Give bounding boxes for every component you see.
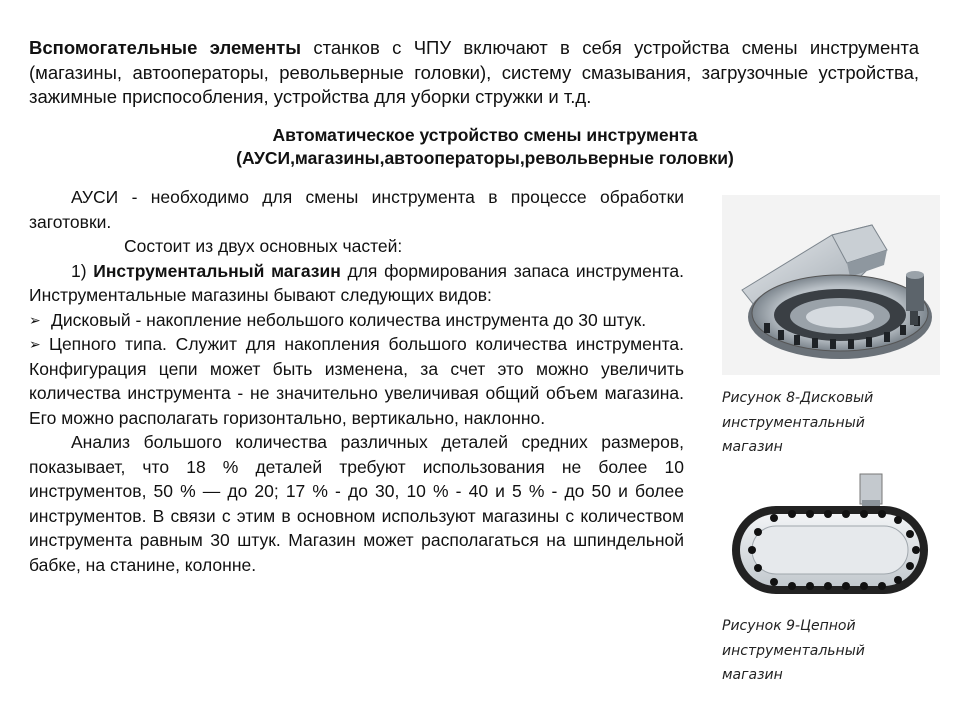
intro-text: станков с ЧПУ включают в себя устройства смены инструмента (магазины, автооператоры, револьверные головки), систему смазывания, загрузочные устройства, зажимные приспособления, устройства для уборки стружки и т.д. bbox=[29, 37, 919, 107]
bullet-disc bbox=[29, 308, 684, 333]
intro-paragraph bbox=[29, 36, 919, 110]
paragraph-parts: Состоит из двух основных частей: bbox=[124, 236, 403, 256]
caption-line: инструментальный bbox=[722, 414, 865, 431]
heading-line-1: Автоматическое устройство смены инструмента bbox=[272, 125, 698, 145]
magazine-term: Инструментальный магазин bbox=[93, 260, 341, 281]
paragraph-ausi: АУСИ - необходимо для смены инструмента в процессе обработки заготовки. bbox=[29, 187, 684, 232]
caption-line: инструментальный bbox=[722, 642, 865, 659]
chain-tool-magazine-image bbox=[722, 470, 940, 610]
caption-line: Рисунок 8-Дисковый bbox=[722, 390, 874, 406]
bullet-chain-text: Цепного типа. Служит для накопления большого количества инструмента. Конфигурация цепи может быть изменена, за счет это можно увеличить количества инструмента - не значительно увеличивая общий объем магазина. Его можно располагать горизонтально, вертикально, наклонно. bbox=[29, 334, 684, 428]
disc-tool-magazine-image bbox=[722, 195, 940, 375]
chain-magazine-figure bbox=[722, 470, 940, 610]
chain-magazine-caption bbox=[722, 614, 865, 688]
section-heading bbox=[130, 124, 840, 170]
bullet-chain bbox=[29, 332, 684, 430]
arrow-bullet-icon: ➢ bbox=[29, 336, 41, 352]
paragraph-magazine bbox=[29, 259, 684, 308]
body-text bbox=[29, 185, 684, 577]
magazine-number: 1) bbox=[71, 260, 94, 281]
disc-magazine-figure bbox=[722, 195, 940, 375]
paragraph-analysis: Анализ большого количества различных деталей средних размеров, показывает, что 18 % деталей требуют использования не более 10 инструментов, 50 % — до 20; 17 % - до 30, 10 % - 40 и 5 % - до 50 и более инструментов. В связи с этим в основном используют магазины с количеством инструмента равным 30 штук. Магазин может располагаться на шпиндельной бабке, на станине, колонне. bbox=[29, 432, 684, 575]
heading-line-2: (АУСИ,магазины,автооператоры,револьверные головки) bbox=[236, 148, 734, 168]
intro-bold-lead: Вспомогательные элементы bbox=[29, 37, 302, 58]
caption-line: магазин bbox=[722, 667, 783, 683]
arrow-bullet-icon: ➢ bbox=[29, 311, 41, 328]
magazine-description: для формирования запаса инструмента. Инструментальные магазины бывают следующих видов: bbox=[29, 260, 684, 305]
disc-magazine-caption bbox=[722, 386, 873, 460]
bullet-disc-text: Дисковый - накопление небольшого количества инструмента до 30 штук. bbox=[51, 309, 647, 330]
caption-line: магазин bbox=[722, 439, 783, 455]
caption-line: Рисунок 9-Цепной bbox=[722, 618, 856, 634]
